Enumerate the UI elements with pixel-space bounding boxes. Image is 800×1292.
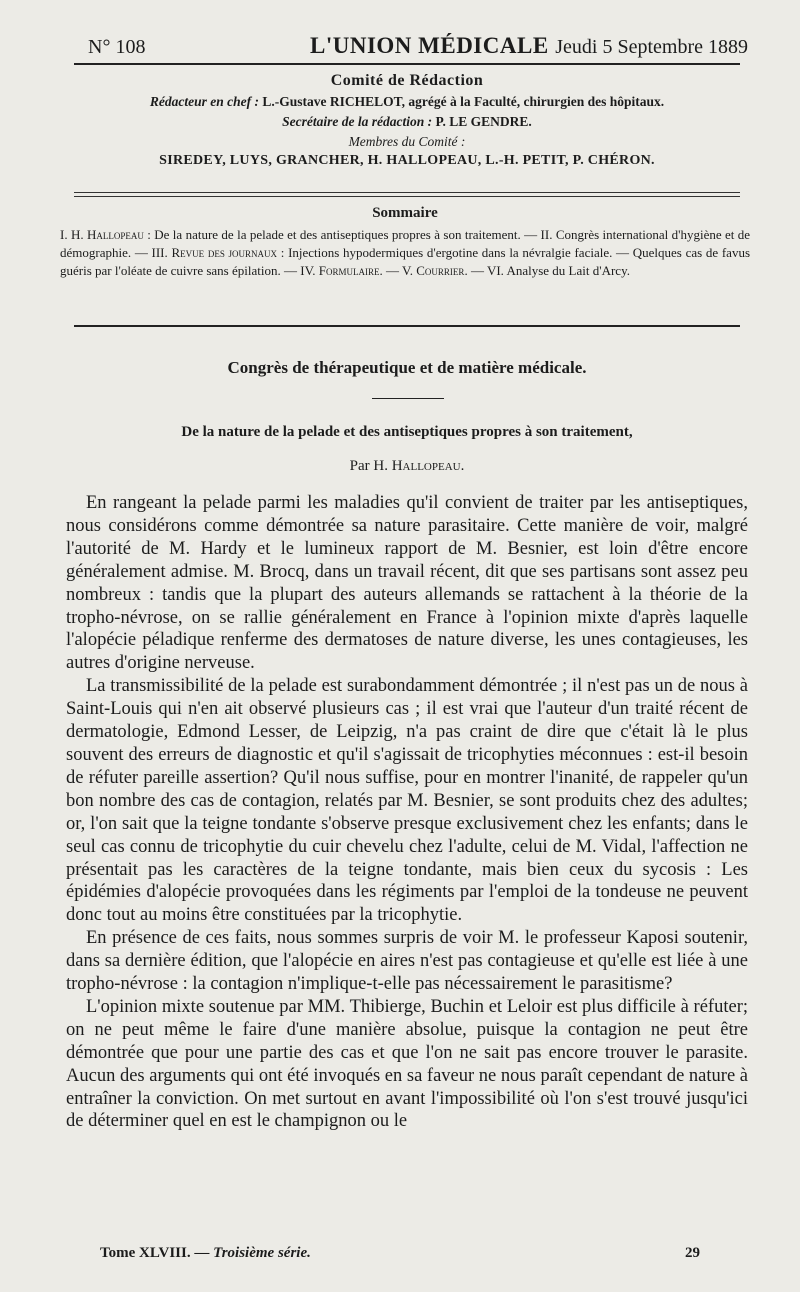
summary-item-v-label: Courrier (416, 263, 465, 278)
members-label: Membres du Comité : (348, 134, 466, 149)
body-paragraph: L'opinion mixte soutenue par MM. Thibierge, Buchin et Leloir est plus difficile à réfuter; on ne peut même le faire d'une manière absolue, puisque la contagion ne peut être démontrée que pour une partie des cas et que l'on ne sait pas encore trouver le parasite. Aucun des arguments qui ont été invoqués en sa faveur ne nous paraît cependant de nature à entraîner la conviction. On met surtout en avant l'impossibilité où l'on s'est trouvé jusqu'ici de déterminer quel en est le champignon ou le (66, 996, 748, 1132)
body-paragraph: La transmissibilité de la pelade est surabondamment démontrée ; il n'est pas un de nous à Saint-Louis qui n'en ait observé plusieurs cas ; il est vrai que l'auteur d'un traité récent de dermatologie, Edmond Lesser, de Leipzig, n'a pas craint de dire que c'était là le plus souvent des erreurs de diagnostic et qu'il s'agissait de tricophyties méconnues : est-il besoin de réfuter pareille assertion? Qu'il nous suffise, pour en montrer l'inanité, de rappeler qu'un bon nombre des cas de contagion, relatés par M. Besnier, se sont produits chez des adultes; or, l'on sait que la teigne tondante s'observe presque exclusivement chez les enfants; dans le seul cas connu de tricophytie du cuir chevelu chez l'adulte, celui de M. Vidal, l'affection ne présentait pas les caractères de la teigne tondante, mais bien ceux du sycosis : Les épidémies d'alopécie provoquées dans les régiments par l'emploi de la tondeuse ne peuvent donc tout au moins être constituées par la tricophytie. (66, 676, 748, 926)
article-byline (74, 458, 740, 475)
summary-item-vi-text: . — VI. Analyse du Lait d'Arcy. (464, 263, 630, 278)
byline-prefix: Par H. (349, 458, 388, 474)
summary-item-v-prefix: . — V. (379, 263, 413, 278)
secretary-label: Secrétaire de la rédaction : (282, 114, 433, 129)
summary-item-iv-label: Formulaire (318, 263, 380, 278)
volume-info (100, 1245, 311, 1262)
editorial-committee (74, 72, 740, 169)
page-number: 29 (685, 1245, 700, 1261)
byline-author: Hallopeau (391, 458, 461, 474)
secretary-name: P. LE GENDRE. (435, 114, 532, 129)
header-rule (74, 63, 740, 65)
summary-item-iii-label: Revue des journaux (171, 245, 278, 260)
body-paragraph: En rangeant la pelade parmi les maladies qu'il convient de traiter par les antiseptiques, nous considérons comme démontrée sa nature parasitaire. Cette manière de voir, malgré l'autorité de M. Hardy et le lumineux rapport de M. Besnier, est loin d'être encore généralement admise. M. Brocq, dans un travail récent, dit que ses partisans sont assez peu nombreux : tandis que la plupart des auteurs allemands se rattachent à la théorie de la tropho-névrose, on se rallie généralement en France à l'opinion mixte d'après laquelle l'alopécie péladique renferme des dermatoses de nature diverse, les unes contagieuses, les autres d'origine nerveuse. (66, 493, 748, 674)
issue-number: N° 108 (88, 36, 146, 58)
chief-editor-name: L.-Gustave RICHELOT, agrégé à la Faculté, chirurgien des hôpitaux. (262, 94, 665, 109)
committee-members: SIREDEY, LUYS, GRANCHER, H. HALLOPEAU, L.-H. PETIT, P. CHÉRON. (159, 153, 655, 168)
table-of-contents (60, 205, 750, 280)
issue-date: Jeudi 5 Septembre 1889 (555, 36, 748, 58)
running-header (88, 30, 748, 60)
summary-item-iii-text: : Injections hypodermiques d'ergotine dans la névralgie faciale. — Quelques cas de favus guéris par l'oléate de cuivre sans épilation. — IV. (60, 245, 750, 278)
summary-rule (74, 325, 740, 327)
article-title: De la nature de la pelade et des antiseptiques propres à son traitement, (181, 424, 633, 440)
summary-text (60, 226, 750, 280)
committee-title: Comité de Rédaction (330, 72, 484, 89)
committee-rule-bottom (74, 196, 740, 197)
volume-series: Troisième série. (213, 1245, 311, 1261)
summary-item-i-number: I. H. (60, 227, 84, 242)
chief-editor-label: Rédacteur en chef : (149, 94, 259, 109)
summary-title: Sommaire (372, 205, 438, 221)
article-body (66, 492, 748, 1133)
summary-item-i-author: Hallopeau (87, 227, 144, 242)
section-title: Congrès de thérapeutique et de matière médicale. (227, 358, 587, 377)
committee-rule-top (74, 192, 740, 193)
volume-tome: Tome XLVIII. — (100, 1245, 210, 1261)
byline-end: . (460, 458, 465, 474)
section-divider (372, 398, 444, 399)
summary-item-i-text: : De la nature de la pelade et des antiseptiques propres à son traitement. — II. Congrès international d'hygiène et de démographie. — III. (60, 227, 751, 260)
journal-title: L'UNION MÉDICALE (310, 33, 549, 58)
chief-editor-line (74, 94, 740, 110)
secretary-line (74, 114, 740, 130)
body-paragraph: En présence de ces faits, nous sommes surpris de voir M. le professeur Kaposi soutenir, dans sa dernière édition, que l'alopécie en aires n'est pas contagieuse et qu'elle est liée à une tropho-névrose : la contagion n'implique-t-elle pas nécessairement le parasitisme? (66, 928, 748, 995)
